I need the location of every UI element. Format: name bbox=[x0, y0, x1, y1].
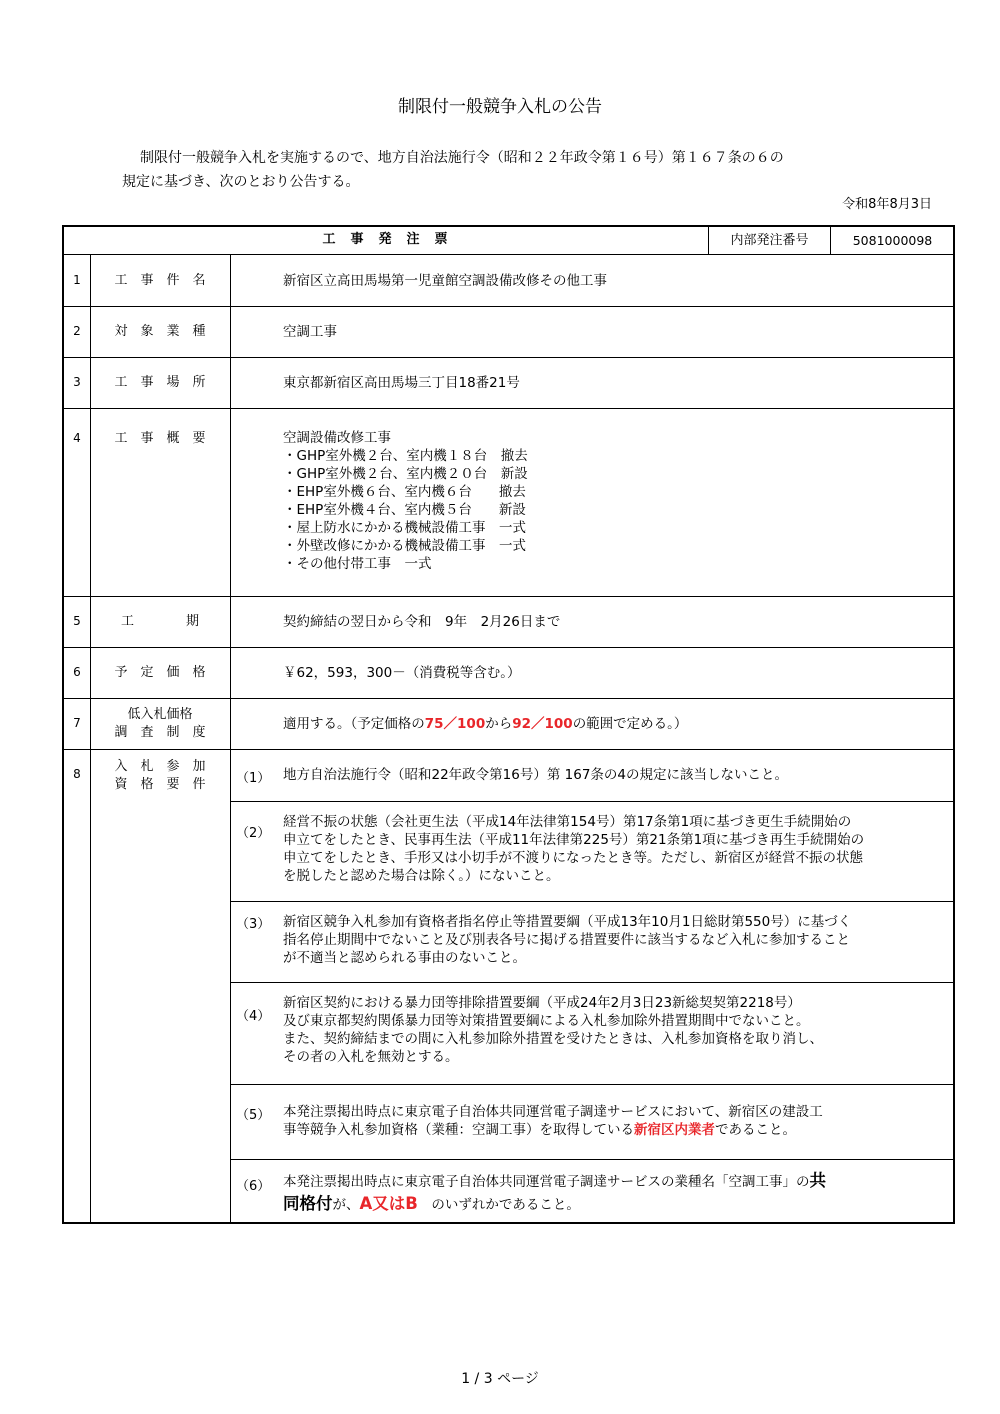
notice-date: 令和8年8月3日 bbox=[842, 197, 932, 212]
text-fragment: 本発注票掲出時点に東京電子自治体共同運営電子調達サービスの業種名「空調工事」の bbox=[283, 1174, 810, 1190]
req-line: 申立てをしたとき、手形又は小切手が不渡りになったとき等。ただし、新宿区が経営不振の状態 bbox=[283, 850, 863, 866]
req-line bbox=[283, 1193, 826, 1216]
text-fragment: 適用する。（予定価格の bbox=[283, 716, 425, 732]
overview-line: ・その他付帯工事 一式 bbox=[283, 556, 432, 572]
row-divider bbox=[63, 357, 954, 358]
label-estimated-price: 予 定 価 格 bbox=[114, 665, 206, 680]
req-line: 新宿区競争入札参加有資格者指名停止等措置要綱（平成13年10月1日総財第550号）に基づく bbox=[283, 914, 852, 930]
requirement-5 bbox=[283, 1103, 823, 1139]
overview-list bbox=[283, 429, 528, 573]
req-number: （2） bbox=[236, 826, 271, 841]
form-header-title: 工 事 発 注 票 bbox=[322, 232, 449, 247]
req-number: （4） bbox=[236, 1009, 271, 1024]
req-line: その者の入札を無効とする。 bbox=[283, 1049, 459, 1065]
req-line: 本発注票掲出時点に東京電子自治体共同運営電子調達サービスにおいて、新宿区の建設工 bbox=[283, 1104, 823, 1120]
row-divider bbox=[63, 254, 954, 255]
internal-number: 5081000098 bbox=[852, 233, 933, 248]
req-line bbox=[283, 1170, 826, 1193]
row-number: 1 bbox=[73, 273, 81, 287]
req-line: を脱したと認めた場合は除く。）にないこと。 bbox=[283, 868, 560, 884]
upper-ratio: 92／100 bbox=[512, 716, 573, 732]
label-period: 工 期 bbox=[120, 614, 199, 629]
label-line: 低入札価格 bbox=[127, 707, 193, 722]
label-eligibility bbox=[91, 758, 229, 794]
internal-number-label: 内部発注番号 bbox=[730, 233, 809, 248]
project-name: 新宿区立高田馬場第一児童館空調設備改修その他工事 bbox=[283, 273, 607, 289]
req-line: が不適当と認められる事由のないこと。 bbox=[283, 950, 526, 966]
col-divider bbox=[230, 254, 231, 1223]
requirement-2 bbox=[283, 813, 864, 885]
req-line: 及び東京都契約関係暴力団等対策措置要綱による入札参加除外措置期間中でないこと。 bbox=[283, 1013, 810, 1029]
req-number: （3） bbox=[236, 917, 271, 932]
req-divider bbox=[230, 801, 954, 802]
row-divider bbox=[63, 306, 954, 307]
req-line: 地方自治法施行令（昭和22年政令第16号）第 167条の4の規定に該当しないこと。 bbox=[283, 767, 789, 783]
text-fragment: のいずれかであること。 bbox=[417, 1197, 580, 1213]
row-number: 8 bbox=[73, 767, 81, 781]
req-divider bbox=[230, 1159, 954, 1160]
grade-highlight: A又はB bbox=[359, 1194, 418, 1213]
label-overview: 工 事 概 要 bbox=[114, 431, 206, 446]
overview-line: ・屋上防水にかかる機械設備工事 一式 bbox=[283, 520, 526, 536]
row-number: 6 bbox=[73, 665, 81, 679]
row-number: 2 bbox=[73, 324, 81, 338]
label-line: 調 査 制 度 bbox=[114, 725, 206, 740]
row-divider bbox=[63, 698, 954, 699]
lower-ratio: 75／100 bbox=[424, 716, 486, 732]
overview-line: 空調設備改修工事 bbox=[283, 430, 391, 446]
row-divider bbox=[63, 647, 954, 648]
page-title: 制限付一般競争入札の公告 bbox=[398, 97, 602, 117]
row-number: 4 bbox=[73, 431, 81, 445]
label-line: 入 札 参 加 bbox=[114, 759, 206, 774]
text-fragment: 事等競争入札参加資格（業種：空調工事）を取得している bbox=[283, 1122, 634, 1138]
local-contractor-highlight: 新宿区内業者 bbox=[634, 1122, 715, 1138]
label-project-name: 工 事 件 名 bbox=[114, 273, 206, 288]
req-line: また、契約締結までの間に入札参加除外措置を受けたときは、入札参加資格を取り消し、 bbox=[283, 1031, 823, 1047]
requirement-6 bbox=[283, 1170, 826, 1216]
req-line: 指名停止期間中でないこと及び別表各号に掲げる措置要件に該当するなど入札に参加すること bbox=[283, 932, 850, 948]
requirement-1 bbox=[283, 766, 788, 784]
row-number: 3 bbox=[73, 375, 81, 389]
overview-line: ・EHP室外機６台、室内機６台 撤去 bbox=[283, 484, 526, 500]
text-emphasis: 同格付 bbox=[283, 1194, 333, 1213]
location: 東京都新宿区高田馬場三丁目18番21号 bbox=[283, 375, 520, 391]
low-bid-system-value bbox=[283, 715, 687, 733]
req-line: 経営不振の状態（会社更生法（平成14年法律第154号）第17条第1項に基づき更生手続開始の bbox=[283, 814, 852, 830]
overview-line: ・EHP室外機４台、室内機５台 新設 bbox=[283, 502, 526, 518]
req-divider bbox=[230, 982, 954, 983]
req-divider bbox=[230, 1084, 954, 1085]
row-divider bbox=[63, 408, 954, 409]
req-number: （5） bbox=[236, 1108, 271, 1123]
row-divider bbox=[63, 749, 954, 750]
intro-line-1: 制限付一般競争入札を実施するので、地方自治法施行令（昭和２２年政令第１６号）第１６７条の６の bbox=[140, 150, 784, 166]
req-number: （6） bbox=[236, 1179, 271, 1194]
req-divider bbox=[230, 901, 954, 902]
industry: 空調工事 bbox=[283, 324, 337, 340]
text-fragment: であること。 bbox=[715, 1122, 796, 1138]
row-number: 7 bbox=[73, 716, 81, 730]
text-fragment: が、 bbox=[332, 1197, 360, 1213]
req-line: 申立てをしたとき、民事再生法（平成11年法律第225号）第21条第1項に基づき再生手続開始の bbox=[283, 832, 865, 848]
text-fragment: から bbox=[485, 716, 513, 732]
text-emphasis: 共 bbox=[809, 1171, 826, 1190]
label-line: 資 格 要 件 bbox=[114, 777, 206, 792]
req-line: 新宿区契約における暴力団等排除措置要綱（平成24年2月3日23新総契契第2218号） bbox=[283, 995, 801, 1011]
text-fragment: の範囲で定める。） bbox=[572, 716, 688, 732]
construction-period: 契約締結の翌日から令和 9年 2月26日まで bbox=[283, 614, 561, 630]
estimated-price: ￥62，593，300－（消費税等含む。） bbox=[283, 665, 521, 681]
overview-line: ・外壁改修にかかる機械設備工事 一式 bbox=[283, 538, 526, 554]
req-number: （1） bbox=[236, 771, 271, 786]
page-number: 1 / 3 ページ bbox=[461, 1371, 539, 1387]
requirement-4 bbox=[283, 994, 823, 1066]
requirement-3 bbox=[283, 913, 851, 967]
overview-line: ・GHP室外機２台、室内機１８台 撤去 bbox=[283, 448, 528, 464]
row-divider bbox=[63, 596, 954, 597]
label-location: 工 事 場 所 bbox=[114, 375, 206, 390]
label-industry: 対 象 業 種 bbox=[114, 324, 206, 339]
row-number: 5 bbox=[73, 614, 81, 628]
overview-line: ・GHP室外機２台、室内機２０台 新設 bbox=[283, 466, 528, 482]
req-line bbox=[283, 1121, 823, 1139]
label-low-bid-system bbox=[91, 706, 229, 742]
intro-line-2: 規定に基づき、次のとおり公告する。 bbox=[122, 174, 360, 190]
